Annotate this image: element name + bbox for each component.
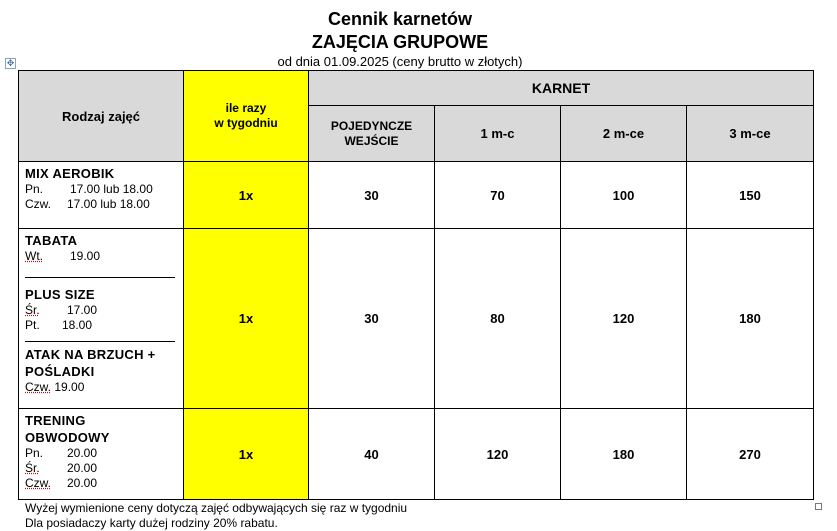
price-3-months: 180 [687, 229, 814, 409]
table-move-icon[interactable]: ✥ [6, 58, 15, 68]
header-class-type: Rodzaj zajęć [19, 71, 184, 162]
header-frequency: ile razy w tygodniu [184, 71, 309, 162]
schedule-line: Pn. 17.00 lub 18.00 [25, 182, 153, 196]
price-1-month: 70 [435, 162, 561, 229]
class-divider [25, 277, 175, 278]
footer-discount: Dla posiadaczy karty dużej rodziny 20% rabatu. [25, 516, 278, 530]
schedule-line: Czw. 19.00 [25, 380, 85, 394]
schedule-line: Czw. 17.00 lub 18.00 [25, 197, 150, 211]
price-2-months: 100 [561, 162, 687, 229]
class-cell [19, 409, 184, 500]
header-karnet: KARNET [309, 71, 814, 106]
page-title: Cennik karnetów [327, 9, 473, 29]
schedule-line: Pt. 18.00 [25, 318, 93, 332]
class-cell [19, 162, 184, 229]
frequency-cell: 1x [184, 162, 309, 229]
price-1-month: 80 [435, 229, 561, 409]
footer-note: Wyżej wymienione ceny dotyczą zajęć odbywających się raz w tygodniu [25, 501, 408, 515]
header-2-months: 2 m-ce [561, 106, 687, 162]
price-1-month: 120 [435, 409, 561, 500]
page-subtitle: ZAJĘCIA GRUPOWE [311, 32, 489, 52]
table-row [19, 409, 814, 500]
header-3-months: 3 m-ce [687, 106, 814, 162]
price-single: 40 [309, 409, 435, 500]
price-3-months: 150 [687, 162, 814, 229]
header-1-month: 1 m-c [435, 106, 561, 162]
date-note: od dnia 01.09.2025 (ceny brutto w złotych) [277, 54, 523, 69]
class-name: PLUS SIZE [25, 287, 95, 302]
schedule-line: Śr. 20.00 [25, 461, 98, 475]
schedule-line: Śr. 17.00 [25, 303, 98, 317]
schedule-line: Pn. 20.00 [25, 446, 98, 460]
table-row [19, 162, 814, 229]
price-2-months: 180 [561, 409, 687, 500]
price-single: 30 [309, 229, 435, 409]
class-name: TRENING OBWODOWY [25, 413, 110, 445]
header-single-entry: POJEDYNCZE WEJŚCIE [309, 106, 435, 162]
table-row [19, 229, 814, 409]
price-3-months: 270 [687, 409, 814, 500]
class-name: TABATA [25, 233, 78, 248]
frequency-cell: 1x [184, 229, 309, 409]
schedule-line: Wt. 19.00 [25, 249, 101, 263]
class-name: ATAK NA BRZUCH + POŚLADKI [25, 347, 156, 379]
class-cell [19, 229, 184, 409]
class-divider [25, 341, 175, 342]
price-table [18, 70, 814, 500]
price-single: 30 [309, 162, 435, 229]
frequency-cell: 1x [184, 409, 309, 500]
table-resize-handle[interactable] [815, 503, 822, 510]
class-name: MIX AEROBIK [25, 166, 115, 181]
price-2-months: 120 [561, 229, 687, 409]
schedule-line: Czw. 20.00 [25, 476, 98, 490]
